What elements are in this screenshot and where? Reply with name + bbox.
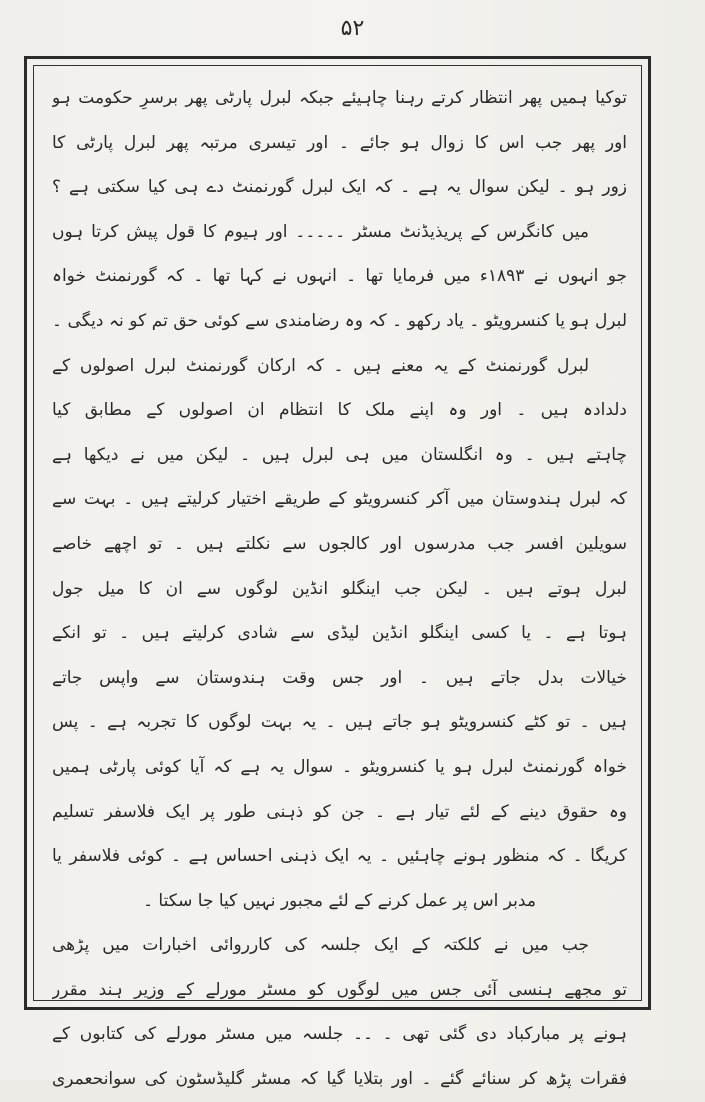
- page-border: [24, 56, 651, 1090]
- text-line: جو انہوں نے ۱۸۹۳ء میں فرمایا تھا ۔ انہوں نے کہا تھا ۔ کہ گورنمنٹ خواہ: [52, 266, 627, 287]
- text-line: سویلین افسر جب مدرسوں اور کالجوں سے نکلتے ہیں ۔ تو اچھے خاصے: [52, 533, 627, 554]
- text-line: کریگا ۔ کہ منظور ہونے چاہئیں ۔ یہ ایک ذہنی احساس ہے ۔ کوئی فلاسفر یا: [52, 846, 627, 867]
- page-inner-border: [33, 65, 642, 1090]
- text-line: تو مجھے ہنسی آئی جس میں لوگوں کو مسٹر مورلے کے وزیر ہند مقرر: [52, 979, 627, 1000]
- page-number: ۵۲: [340, 16, 365, 41]
- text-line: میں کانگرس کے پریذیڈنٹ مسٹر ۔۔۔۔۔ اور ہیوم کا قول پیش کرتا ہوں: [52, 221, 589, 242]
- text-line: اور پھر جب اس کا زوال ہو جائے ۔ اور تیسری مرتبہ پھر لبرل پارٹی کا: [52, 132, 627, 153]
- text-line: خیالات بدل جاتے ہیں ۔ اور جس وقت ہندوستان سے واپس جاتے: [52, 667, 627, 688]
- text-line: لبرل ہوتے ہیں ۔ لیکن جب اینگلو انڈین لوگوں سے ان کا میل جول: [52, 578, 627, 599]
- text-line: لبرل ہو یا کنسرویٹو ۔ یاد رکھو ۔ کہ وہ رضامندی سے کوئی حق تم کو نہ دیگی ۔: [52, 310, 627, 331]
- text-line: ہوتا ہے ۔ یا کسی اینگلو انڈین لیڈی سے شادی کرلیتے ہیں ۔ تو انکے: [52, 623, 627, 644]
- body-text: [52, 76, 627, 1090]
- text-line: زور ہو ۔ لیکن سوال یہ ہے ۔ کہ ایک لبرل گورنمنٹ دے ہی کیا سکتی ہے ؟: [52, 177, 627, 198]
- text-line: ہونے پر مبارکباد دی گئی تھی ۔ ۔۔ جلسہ میں مسٹر مورلے کی کتابوں کے: [52, 1024, 627, 1045]
- text-line: وہ حقوق دینے کے لئے تیار ہے ۔ جن کو ذہنی طور پر ایک فلاسفر تسلیم: [52, 801, 627, 822]
- text-line: چاہتے ہیں ۔ وہ انگلستان میں ہی لبرل ہیں ۔ لیکن میں نے دیکھا ہے: [52, 444, 627, 465]
- text-line: دلدادہ ہیں ۔ اور وہ اپنے ملک کا انتظام ان اصولوں کے مطابق کیا: [52, 400, 627, 421]
- text-line: فقرات پڑھ کر سنائے گئے ۔ اور بتلایا گیا کہ مسٹر گلیڈسٹون کی سوانحعمری: [52, 1069, 627, 1090]
- text-line: جب میں نے کلکتہ کے ایک جلسہ کی کارروائی اخبارات میں پڑھی: [52, 935, 589, 956]
- text-line: مدبر اس پر عمل کرنے کے لئے مجبور نہیں کیا جا سکتا ۔: [143, 890, 536, 911]
- text-line: کہ لبرل ہندوستان میں آکر کنسرویٹو کے طریقے اختیار کرلیتے ہیں ۔ بہت سے: [52, 489, 627, 510]
- text-line: توکیا ہمیں پھر انتظار کرتے رہنا چاہیئے جبکہ لبرل پارٹی پھر برسرِ حکومت ہو: [52, 88, 627, 108]
- text-line: خواہ گورنمنٹ لبرل ہو یا کنسرویٹو ۔ سوال یہ ہے کہ آیا کوئی پارٹی ہمیں: [52, 756, 627, 777]
- text-line: لبرل گورنمنٹ کے یہ معنے ہیں ۔ کہ ارکان گورنمنٹ لبرل اصولوں کے: [52, 355, 589, 376]
- text-line: ہیں ۔ تو کٹے کنسرویٹو ہو جاتے ہیں ۔ یہ بہت لوگوں کا تجربہ ہے ۔ پس: [52, 712, 627, 733]
